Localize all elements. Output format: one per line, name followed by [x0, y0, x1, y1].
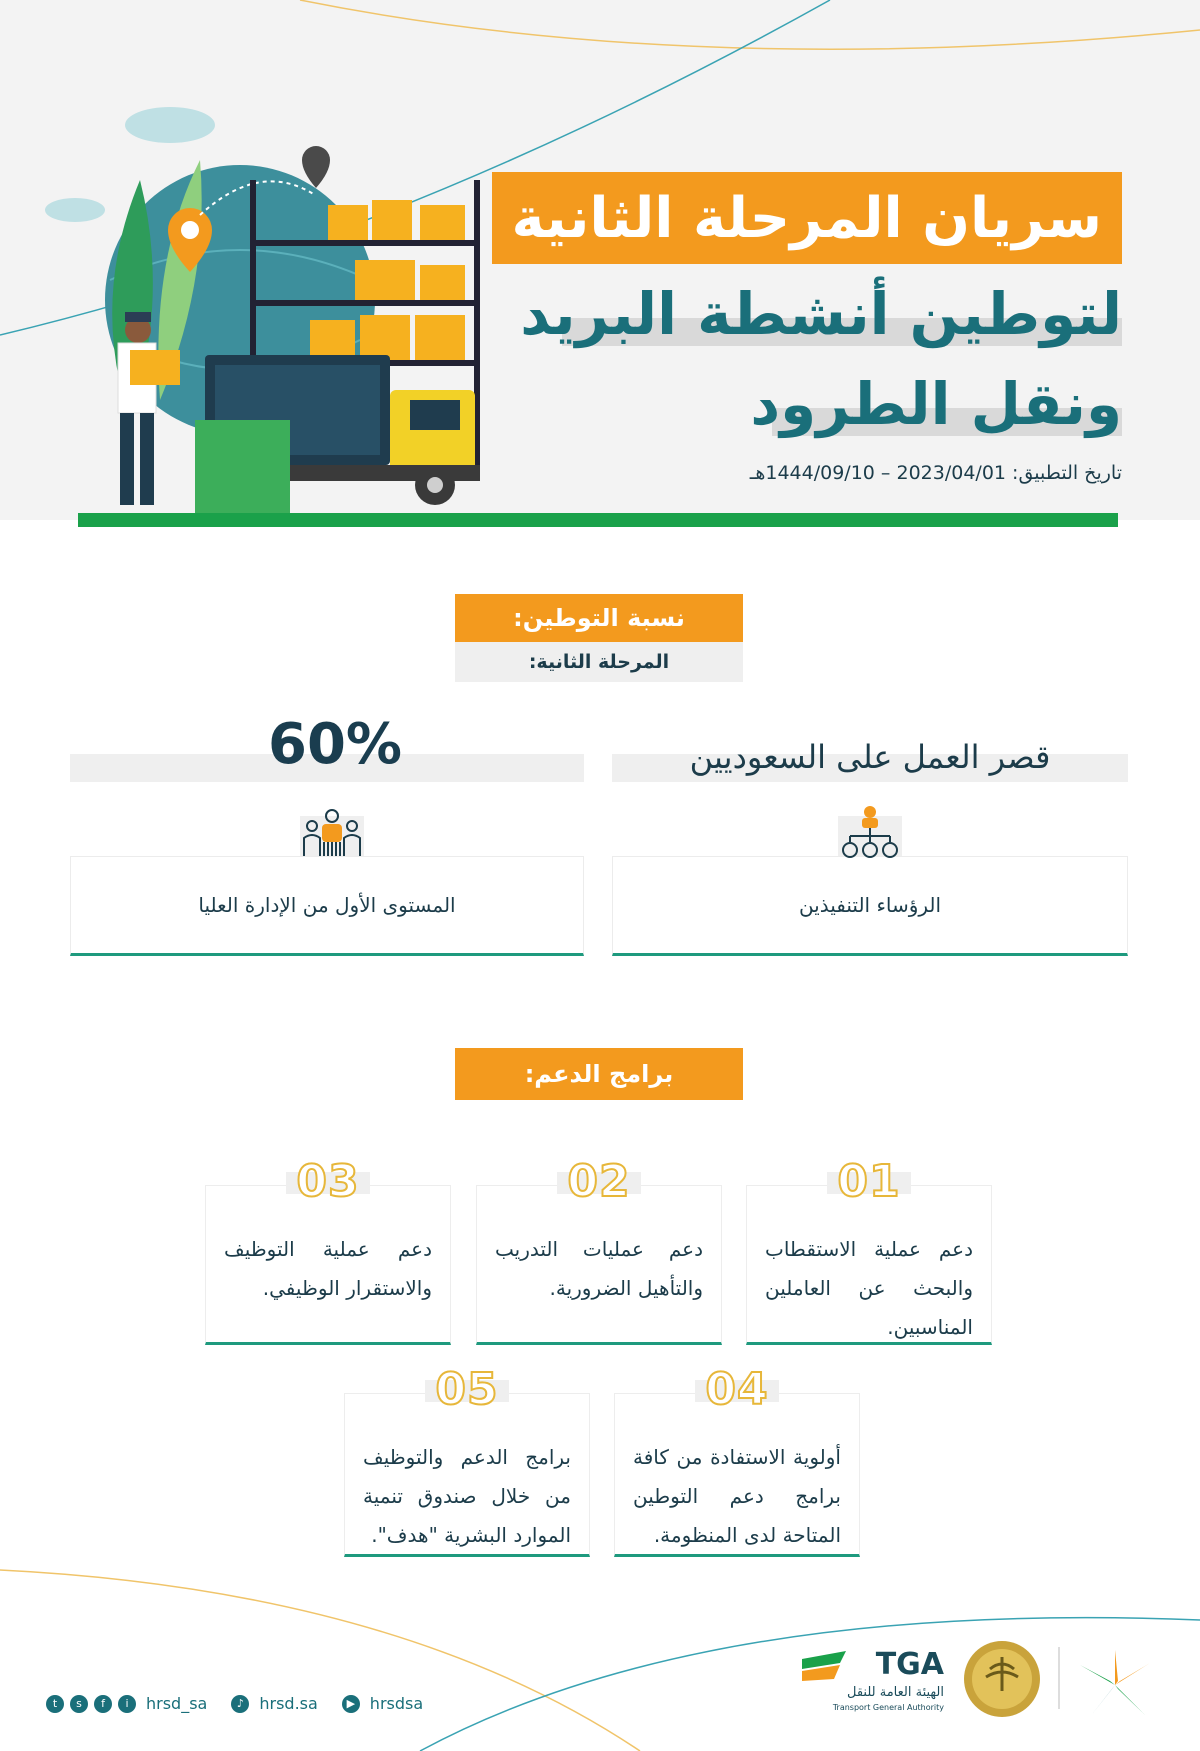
support-heading: برامج الدعم:: [455, 1048, 743, 1100]
program-text: دعم عملية الاستقطاب والبحث عن العاملين المناسبين.: [765, 1237, 973, 1339]
program-number: 02: [567, 1156, 631, 1207]
youtube-handle[interactable]: hrsdsa: [369, 1694, 424, 1713]
program-number: 04: [705, 1364, 769, 1415]
team-icon: [298, 802, 366, 866]
hero-divider-bar: [78, 513, 1118, 527]
tiktok-handle[interactable]: hrsd.sa: [259, 1694, 318, 1713]
twitter-handle[interactable]: hrsd_sa: [146, 1694, 208, 1713]
instagram-icon[interactable]: i: [118, 1695, 136, 1713]
youtube-icon[interactable]: ▶: [342, 1695, 360, 1713]
restriction-label: قصر العمل على السعوديين: [689, 738, 1051, 776]
saudization-percent: 60%: [268, 712, 403, 777]
program-card-02: [476, 1156, 722, 1345]
logos-group: [800, 1637, 1160, 1727]
program-card-03: [205, 1156, 451, 1345]
program-card-04: [614, 1364, 860, 1557]
hero-banner: [0, 0, 1200, 520]
saudization-heading: نسبة التوطين:: [455, 594, 743, 642]
phase-subheading: المرحلة الثانية:: [455, 642, 743, 682]
social-links: [46, 1694, 441, 1713]
tga-name-en: Transport General Authority: [832, 1703, 944, 1712]
title-line3: ونقل الطرود: [750, 370, 1122, 438]
facebook-icon[interactable]: f: [94, 1695, 112, 1713]
logo-divider: [1058, 1647, 1060, 1709]
program-text: برامج الدعم والتوظيف من خلال صندوق تنمية الموارد البشرية "هدف".: [363, 1445, 571, 1547]
title-line2: لتوطين أنشطة البريد: [520, 280, 1122, 348]
program-text: أولوية الاستفادة من كافة برامج دعم التوطين المتاحة لدى المنظومة.: [633, 1445, 841, 1547]
tga-mark-icon: [800, 1649, 850, 1683]
executive-card: [612, 856, 1128, 956]
tga-abbr: TGA: [875, 1647, 944, 1682]
title-highlight-box: [492, 172, 1123, 264]
hrsd-logo-icon: [1070, 1645, 1160, 1725]
senior-management-card: [70, 856, 584, 956]
snapchat-icon[interactable]: s: [70, 1695, 88, 1713]
title-line1: سريان المرحلة الثانية: [511, 185, 1102, 251]
warehouse-illustration: [40, 100, 520, 520]
emblem-logo-icon: [962, 1639, 1042, 1719]
tiktok-icon[interactable]: ♪: [231, 1695, 249, 1713]
program-text: دعم عمليات التدريب والتأهيل الضرورية.: [495, 1237, 703, 1300]
tga-logo: [800, 1647, 950, 1717]
executive-card-label: الرؤساء التنفيذين: [798, 893, 942, 917]
program-number: 03: [296, 1156, 360, 1207]
program-card-05: [344, 1364, 590, 1557]
program-card-01: [746, 1156, 992, 1345]
program-number: 01: [837, 1156, 901, 1207]
senior-management-card-label: المستوى الأول من الإدارة العليا: [198, 893, 456, 917]
program-number: 05: [435, 1364, 499, 1415]
application-date: تاريخ التطبيق: 2023/04/01 – 1444/09/10هـ: [749, 462, 1122, 484]
tga-name-ar: الهيئة العامة للنقل: [847, 1685, 944, 1700]
twitter-icon[interactable]: t: [46, 1695, 64, 1713]
org-chart-icon: [836, 802, 904, 866]
program-text: دعم عملية التوظيف والاستقرار الوظيفي.: [224, 1237, 432, 1300]
